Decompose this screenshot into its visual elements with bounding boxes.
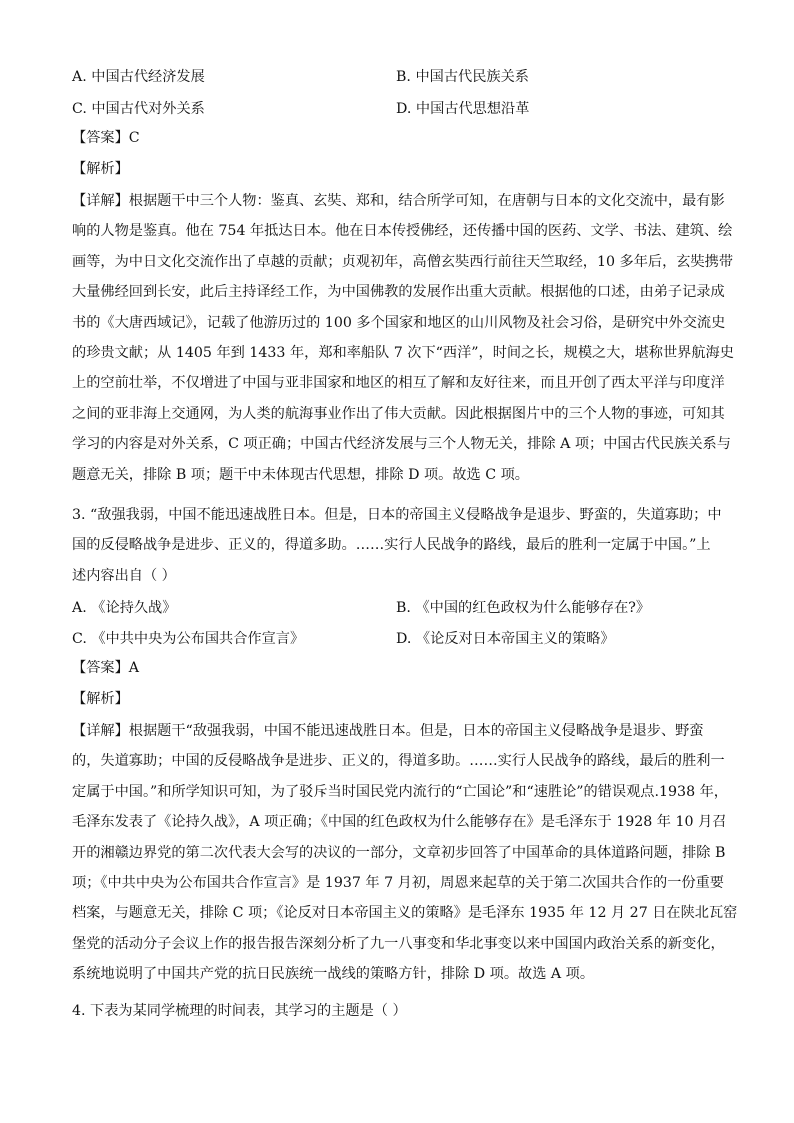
q3-analysis-text: 解析 xyxy=(86,691,115,707)
q3-analysis-label: 【解析】 xyxy=(72,691,129,707)
q3-option-d: D. 《论反对日本帝国主义的策略》 xyxy=(396,631,615,647)
q2-detail xyxy=(72,186,734,490)
q2-option-d: D. 中国古代思想沿革 xyxy=(396,101,530,117)
q3-detail-line: 堡党的活动分子会议上作的报告报告深刻分析了九一八事变和华北事变以来中国国内政治关系的新变化， xyxy=(72,935,725,952)
q3-stem-line: 3. “敌强我弱，中国不能迅速战胜日本。但是，日本的帝国主义侵略战争是退步、野蛮的，失道寡助；中 xyxy=(72,507,722,523)
q3-detail-line: 的，失道寡助；中国的反侵略战争是进步、正义的，得道多助。……实行人民战争的路线，最后的胜利一 xyxy=(72,753,725,770)
q3-detail-line: 系统地说明了中国共产党的抗日民族统一战线的策略方针，排除 D 项。故选 A 项。 xyxy=(72,966,595,983)
q3-detail-line: 毛泽东发表了《论持久战》，A 项正确；《中国的红色政权为什么能够存在》是毛泽东于 1928 年 10 月召 xyxy=(72,814,727,831)
q3-option-b: B. 《中国的红色政权为什么能够存在?》 xyxy=(396,600,651,616)
q2-detail-line: 大量佛经回到长安，此后主持译经工作，为中国佛教的发展作出重大贡献。根据他的口述，由弟子记录成 xyxy=(72,284,725,301)
q3-stem-line: 国的反侵略战争是进步、正义的，得道多助。……实行人民战争的路线，最后的胜利一定属于中国。”上 xyxy=(72,537,711,554)
q4-stem: 4. 下表为某同学梳理的时间表，其学习的主题是（ ） xyxy=(72,1003,407,1019)
q3-stem-line: 述内容出自（ ） xyxy=(72,567,176,584)
q2-detail-line: 画等，为中日文化交流作出了卓越的贡献；贞观初年，高僧玄奘西行前往天竺取经，10 多年后，玄奘携带 xyxy=(72,253,734,270)
q2-detail-line: 响的人物是鉴真。他在 754 年抵达日本。他在日本传授佛经，还传播中国的医药、文学、书法、建筑、绘 xyxy=(72,223,733,240)
q2-option-a: A. 中国古代经济发展 xyxy=(72,69,205,85)
q3-option-c: C. 《中共中央为公布国共合作宣言》 xyxy=(72,631,305,647)
q2-detail-line: 的珍贵文献；从 1405 年到 1433 年，郑和率船队 7 次下“西洋”，时间之长，规模之大，堪称世界航海史 xyxy=(72,344,734,361)
q2-detail-line: 之间的亚非海上交通网，为人类的航海事业作出了伟大贡献。因此根据图片中的三个人物的事迹，可知其 xyxy=(72,405,725,422)
q3-detail-line: 【详解】根据题干“敌强我弱，中国不能迅速战胜日本。但是，日本的帝国主义侵略战争是退步、野蛮 xyxy=(72,723,704,739)
q2-option-c: C. 中国古代对外关系 xyxy=(72,101,205,117)
q2-detail-line: 题意无关，排除 B 项；题干中未体现古代思想，排除 D 项。故选 C 项。 xyxy=(72,466,529,483)
q2-analysis-label: 【解析】 xyxy=(72,161,129,177)
q3-detail-line: 开的湘赣边界党的第二次代表大会写的决议的一部分，文章初步回答了中国革命的具体道路问题，排除 B xyxy=(72,844,726,861)
q2-detail-line: 学习的内容是对外关系，C 项正确；中国古代经济发展与三个人物无关，排除 A 项；中国古代民族关系与 xyxy=(72,436,731,453)
q2-detail-line: 书的《大唐西域记》，记载了他游历过的 100 多个国家和地区的山川风物及社会习俗，是研究中外交流史 xyxy=(72,314,726,331)
q2-detail-line: 【详解】根据题干中三个人物：鉴真、玄奘、郑和，结合所学可知，在唐朝与日本的文化交流中，最有影 xyxy=(72,193,725,209)
q2-answer: 【答案】C xyxy=(72,130,140,146)
q3-stem xyxy=(72,500,724,591)
q3-answer: 【答案】A xyxy=(72,660,139,676)
q2-analysis-text: 解析 xyxy=(86,161,115,177)
q3-detail xyxy=(72,716,738,990)
q3-detail-line: 定属于中国。”和所学知识可知，为了驳斥当时国民党内流行的“亡国论”和“速胜论”的错误观点.1938 年， xyxy=(72,783,728,800)
q3-detail-line: 档案，与题意无关，排除 C 项；《论反对日本帝国主义的策略》是毛泽东 1935 年 12 月 27 日在陕北瓦窑 xyxy=(72,905,738,922)
q3-option-a: A. 《论持久战》 xyxy=(72,600,177,616)
q2-option-b: B. 中国古代民族关系 xyxy=(396,69,529,85)
q3-detail-line: 项；《中共中央为公布国共合作宣言》是 1937 年 7 月初，周恩来起草的关于第二次国共合作的一份重要 xyxy=(72,874,724,891)
q2-detail-line: 上的空前壮举，不仅增进了中国与亚非国家和地区的相互了解和友好往来，而且开创了西太平洋与印度洋 xyxy=(72,375,725,392)
